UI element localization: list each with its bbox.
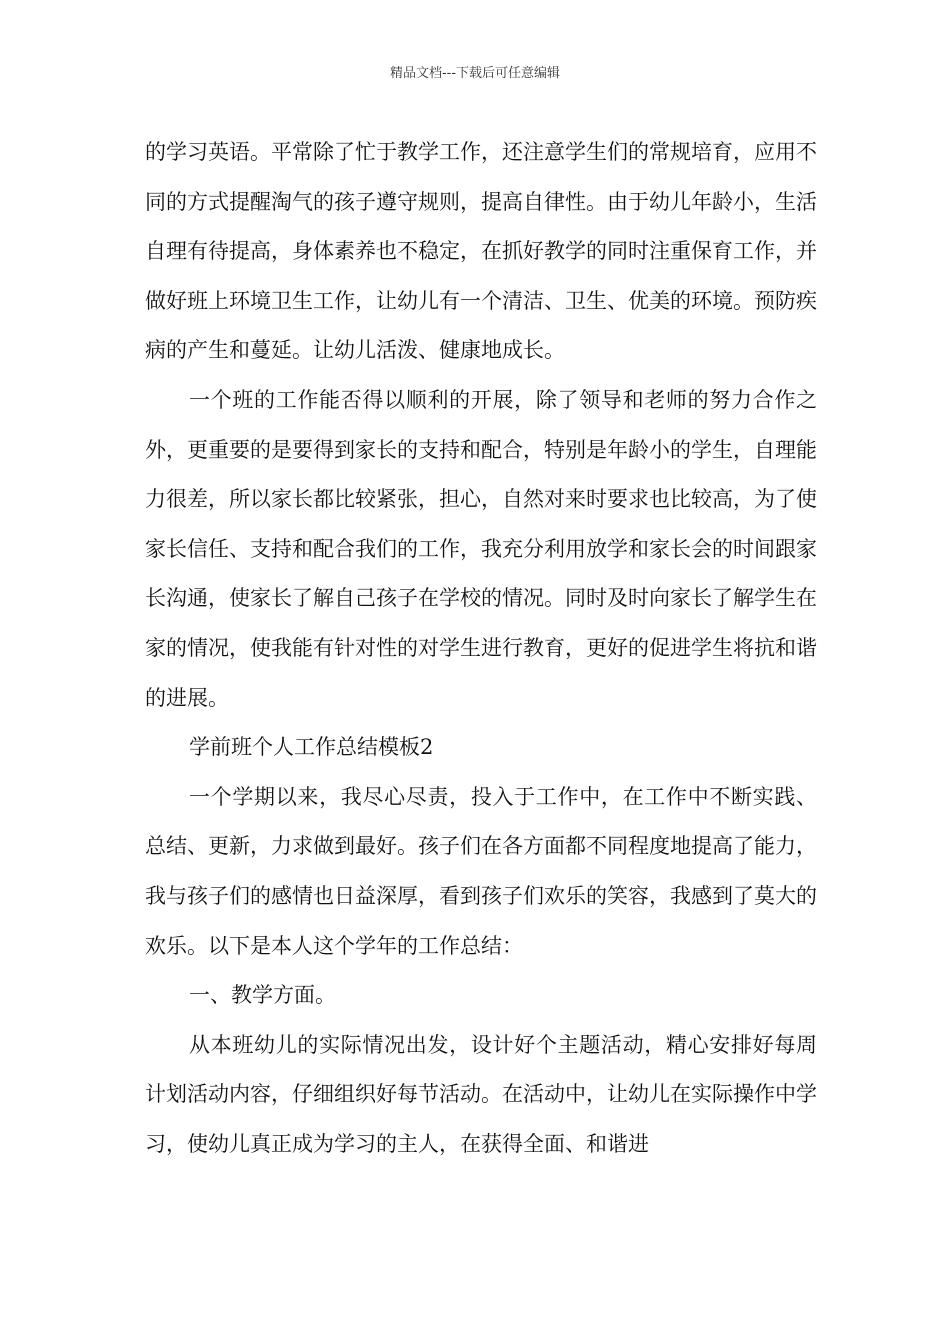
- paragraph-parent-cooperation: 一个班的工作能否得以顺利的开展，除了领导和老师的努力合作之外，更重要的是要得到家长的支持和配合，特别是年龄小的学生，自理能力很差，所以家长都比较紧张，担心，自然对来时要求也比较高，为了使家长信任、支持和配合我们的工作，我充分利用放学和家长会的时间跟家长沟通，使家长了解自己孩子在学校的情况。同时及时向家长了解学生在家的情况，使我能有针对性的对学生进行教育，更好的促进学生将抗和谐的进展。: [145, 387, 817, 710]
- paragraph-teaching: 从本班幼儿的实际情况出发，设计好个主题活动，精心安排好每周计划活动内容，仔细组织好每节活动。在活动中，让幼儿在实际操作中学习，使幼儿真正成为学习的主人，在获得全面、和谐进: [145, 1032, 817, 1156]
- paragraph-intro: 一个学期以来，我尽心尽责，投入于工作中，在工作中不断实践、总结、更新，力求做到最好。孩子们在各方面都不同程度地提高了能力，我与孩子们的感情也日益深厚，看到孩子们欢乐的笑容，我感到了莫大的欢乐。以下是本人这个学年的工作总结：: [145, 784, 817, 958]
- section-heading-teaching: 一、教学方面。: [189, 983, 336, 1008]
- document-body: [145, 128, 817, 1169]
- section-title: 学前班个人工作总结模板2: [189, 735, 434, 760]
- page-header: 精品文档---下载后可任意编辑: [389, 66, 561, 81]
- paragraph-continuation: 的学习英语。平常除了忙于教学工作，还注意学生们的常规培育，应用不同的方式提醒淘气的孩子遵守规则，提高自律性。由于幼儿年龄小，生活自理有待提高，身体素养也不稳定，在抓好教学的同时注重保育工作，并做好班上环境卫生工作，让幼儿有一个清洁、卫生、优美的环境。预防疾病的产生和蔓延。让幼儿活泼、健康地成长。: [145, 140, 817, 363]
